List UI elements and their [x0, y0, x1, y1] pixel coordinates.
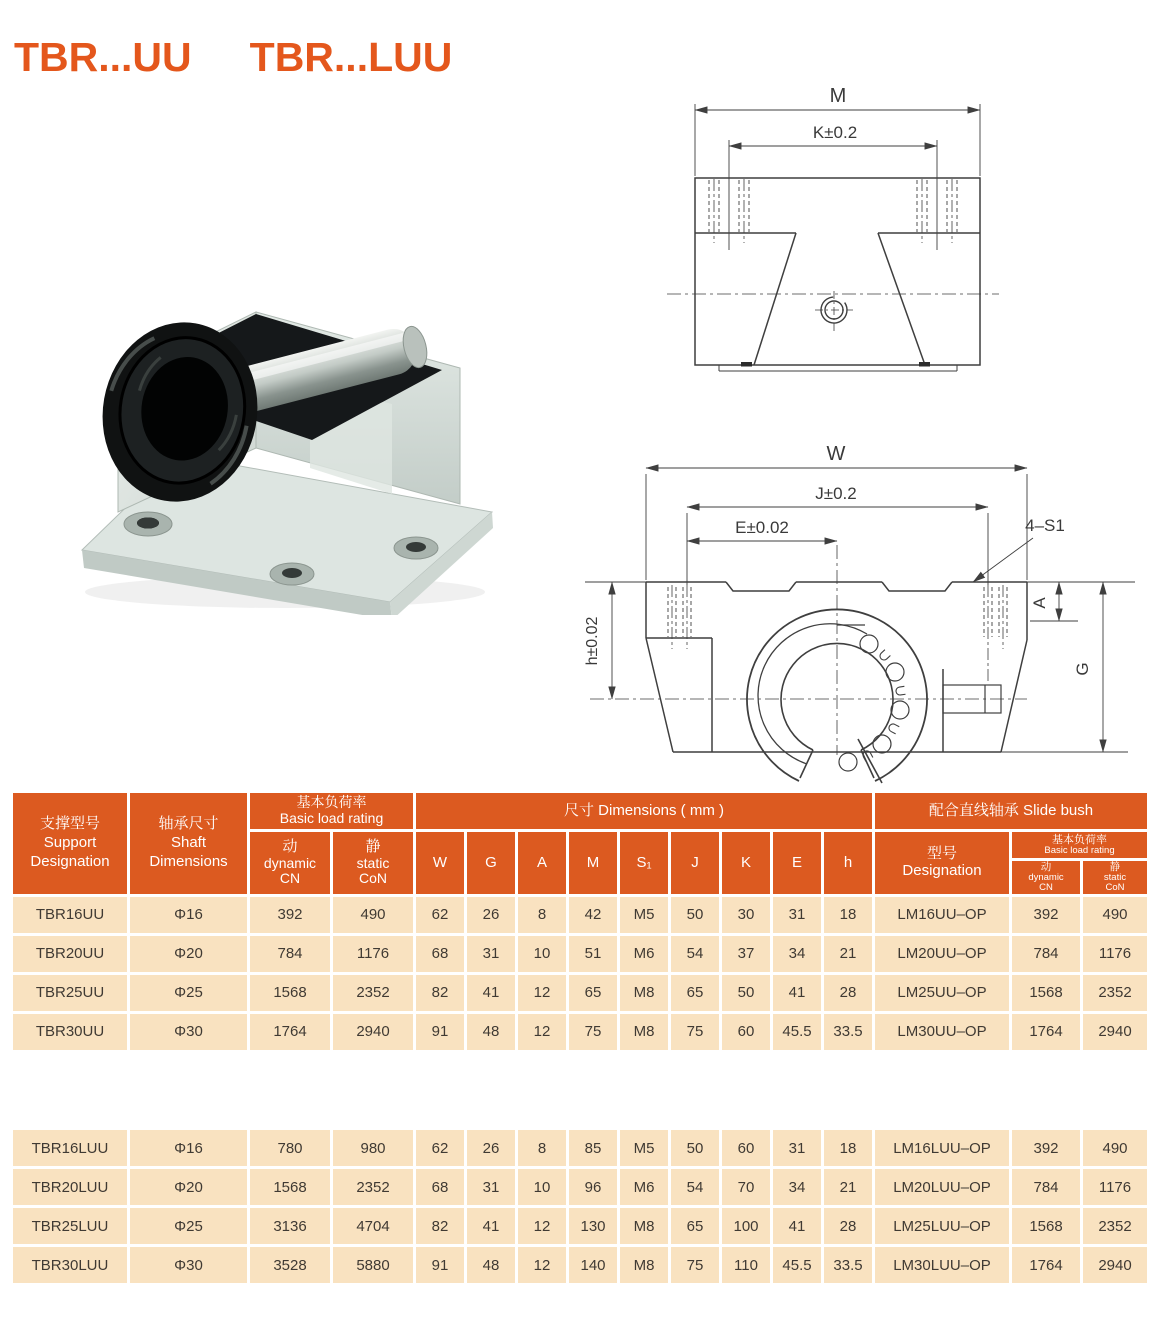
header-dimensions — [416, 793, 872, 829]
dim-label-s1: 4–S1 — [1025, 516, 1065, 535]
table-cell: 82 — [416, 975, 464, 1011]
dim-J — [687, 507, 988, 585]
header-load2-en: Basic load rating — [1044, 844, 1115, 856]
table-cell: 48 — [467, 1247, 515, 1283]
header-sta2-en: static — [1103, 872, 1127, 884]
header-model-en: Designation — [902, 861, 982, 879]
table-cell: TBR20UU — [13, 936, 127, 972]
table-cell: LM20UU–OP — [875, 936, 1009, 972]
header-dyn2-unit: CN — [1039, 881, 1053, 893]
table-cell: 31 — [467, 1169, 515, 1205]
table-cell: LM16UU–OP — [875, 897, 1009, 933]
table-cell: 10 — [518, 1169, 566, 1205]
header-slide-title: 配合直线轴承 Slide bush — [928, 801, 1094, 819]
table-cell: 18 — [824, 897, 872, 933]
table-cell: 2352 — [333, 1169, 413, 1205]
table-cell: Φ30 — [130, 1247, 247, 1283]
dim-label-m: M — [829, 85, 847, 107]
table-cell: 33.5 — [824, 1014, 872, 1050]
product-photo — [60, 250, 510, 615]
hidden-holes — [709, 180, 957, 232]
table-row — [13, 936, 1147, 972]
table-cell: 51 — [569, 936, 617, 972]
table-row — [13, 1247, 1147, 1283]
hidden-screw-holes — [668, 587, 1007, 637]
table-cell: M5 — [620, 897, 668, 933]
table-cell: TBR30LUU — [13, 1247, 127, 1283]
table-cell: 980 — [333, 1130, 413, 1166]
header-sta-unit: CoN — [358, 870, 387, 887]
header-support-en1: Support — [43, 834, 97, 852]
table-cell: 41 — [773, 975, 821, 1011]
header-sta-zh: 静 — [365, 837, 381, 855]
table-cell: TBR20LUU — [13, 1169, 127, 1205]
table-cell: 82 — [416, 1208, 464, 1244]
page-title — [14, 34, 452, 81]
header-load-en: Basic load rating — [279, 810, 384, 826]
table-cell: LM30LUU–OP — [875, 1247, 1009, 1283]
table-cell: 42 — [569, 897, 617, 933]
table-cell: 3528 — [250, 1247, 330, 1283]
table-cell: 780 — [250, 1130, 330, 1166]
dim-label-g: G — [1073, 662, 1092, 676]
table-cell: 34 — [773, 1169, 821, 1205]
header-support — [13, 793, 127, 894]
header-dyn-en: dynamic — [263, 854, 317, 871]
table-cell: 2352 — [1083, 975, 1147, 1011]
header-sta2-unit: CoN — [1105, 881, 1125, 893]
table-cell: 37 — [722, 936, 770, 972]
table-cell: LM30UU–OP — [875, 1014, 1009, 1050]
header-dyn-unit: CN — [279, 870, 301, 887]
table-cell: 100 — [722, 1208, 770, 1244]
table-row — [13, 975, 1147, 1011]
dim-label-j: J±0.2 — [815, 484, 857, 503]
oil-hole — [815, 291, 853, 334]
table-cell: 1176 — [333, 936, 413, 972]
header-dynamic — [250, 832, 330, 894]
table-cell: 2940 — [1083, 1014, 1147, 1050]
table-cell: TBR30UU — [13, 1014, 127, 1050]
table-cell: 12 — [518, 1014, 566, 1050]
table-cell: 1176 — [1083, 1169, 1147, 1205]
header-load-rating-2 — [1012, 832, 1147, 858]
top-view-drawing — [655, 80, 1160, 380]
header-dyn-zh: 动 — [282, 837, 298, 855]
table-cell: 26 — [467, 897, 515, 933]
header-support-zh: 支撑型号 — [39, 815, 100, 833]
table-cell: 784 — [250, 936, 330, 972]
table-cell: 31 — [773, 897, 821, 933]
table-cell: 50 — [671, 897, 719, 933]
table-cell: 48 — [467, 1014, 515, 1050]
header-dim-s1: S₁ — [620, 832, 668, 894]
table-cell: LM16LUU–OP — [875, 1130, 1009, 1166]
table-row — [13, 1169, 1147, 1205]
header-sta-en: static — [356, 854, 390, 871]
table-cell: TBR16UU — [13, 897, 127, 933]
table-cell: Φ25 — [130, 1208, 247, 1244]
table-cell: 8 — [518, 1130, 566, 1166]
table-cell: LM20LUU–OP — [875, 1169, 1009, 1205]
header-dim-a: A — [518, 832, 566, 894]
table-cell: 1764 — [1012, 1247, 1080, 1283]
header-dims-title: 尺寸 Dimensions ( mm ) — [563, 801, 724, 819]
table-cell: 28 — [824, 975, 872, 1011]
header-dim-e: E — [773, 832, 821, 894]
table-cell: M8 — [620, 1247, 668, 1283]
table-body-luu — [13, 1130, 1147, 1283]
table-cell: M8 — [620, 975, 668, 1011]
table-cell: LM25UU–OP — [875, 975, 1009, 1011]
table-cell: M6 — [620, 1169, 668, 1205]
table-cell: 1764 — [1012, 1014, 1080, 1050]
table-cell: 392 — [1012, 897, 1080, 933]
table-cell: 10 — [518, 936, 566, 972]
table-cell: 18 — [824, 1130, 872, 1166]
table-cell: M6 — [620, 936, 668, 972]
s1-leader-line — [973, 538, 1033, 582]
table-cell: 490 — [1083, 1130, 1147, 1166]
header-load-rating — [250, 793, 413, 829]
table-cell: 31 — [773, 1130, 821, 1166]
header-shaft — [130, 793, 247, 894]
table-cell: 784 — [1012, 936, 1080, 972]
header-load2-zh: 基本负荷率 — [1052, 833, 1107, 846]
table-cell: 75 — [569, 1014, 617, 1050]
dim-label-a: A — [1030, 597, 1049, 609]
table-cell: 68 — [416, 936, 464, 972]
table-cell: M8 — [620, 1014, 668, 1050]
table-cell: 62 — [416, 1130, 464, 1166]
table-cell: 490 — [333, 897, 413, 933]
table-cell: 21 — [824, 1169, 872, 1205]
table-cell: 1568 — [250, 975, 330, 1011]
table-cell: 28 — [824, 1208, 872, 1244]
table-cell: Φ25 — [130, 975, 247, 1011]
header-dynamic-2 — [1012, 861, 1080, 894]
table-cell: 12 — [518, 1208, 566, 1244]
header-dyn2-zh: 动 — [1040, 861, 1052, 873]
table-cell: 41 — [467, 1208, 515, 1244]
table-cell: 1568 — [1012, 975, 1080, 1011]
table-header — [13, 793, 1147, 894]
table-cell: 4704 — [333, 1208, 413, 1244]
table-cell: 2940 — [333, 1014, 413, 1050]
table-cell: 1764 — [250, 1014, 330, 1050]
table-cell: 8 — [518, 897, 566, 933]
table-cell: 45.5 — [773, 1247, 821, 1283]
body-top-edge — [585, 582, 1135, 591]
table-cell: Φ30 — [130, 1014, 247, 1050]
table-cell: 60 — [722, 1130, 770, 1166]
table-cell: 91 — [416, 1014, 464, 1050]
table-cell: 31 — [467, 936, 515, 972]
table-cell: 96 — [569, 1169, 617, 1205]
table-cell: TBR16LUU — [13, 1130, 127, 1166]
header-load-zh: 基本负荷率 — [296, 794, 367, 811]
table-cell: 41 — [773, 1208, 821, 1244]
page-title-right: TBR...LUU — [249, 34, 453, 80]
table-cell: 50 — [671, 1130, 719, 1166]
front-view-drawing — [575, 437, 1160, 785]
table-row — [13, 1130, 1147, 1166]
table-cell: 45.5 — [773, 1014, 821, 1050]
table-cell: TBR25UU — [13, 975, 127, 1011]
table-cell: 54 — [671, 936, 719, 972]
table-cell: 34 — [773, 936, 821, 972]
table-cell: 784 — [1012, 1169, 1080, 1205]
header-dim-g: G — [467, 832, 515, 894]
table-row — [13, 897, 1147, 933]
dim-label-k: K±0.2 — [812, 123, 858, 142]
table-cell: 1176 — [1083, 936, 1147, 972]
table-cell: Φ20 — [130, 1169, 247, 1205]
table-cell: 62 — [416, 897, 464, 933]
table-cell: 91 — [416, 1247, 464, 1283]
table-cell: Φ20 — [130, 936, 247, 972]
screw-centerlines — [672, 585, 1003, 681]
header-dim-h: h — [824, 832, 872, 894]
dim-label-h: h±0.02 — [584, 616, 601, 666]
table-row — [13, 1014, 1147, 1050]
header-dim-k: K — [722, 832, 770, 894]
table-cell: 1568 — [1012, 1208, 1080, 1244]
table-cell: 5880 — [333, 1247, 413, 1283]
table-cell: M5 — [620, 1130, 668, 1166]
table-cell: 130 — [569, 1208, 617, 1244]
table-cell: 26 — [467, 1130, 515, 1166]
table-cell: 2352 — [1083, 1208, 1147, 1244]
table-cell: 70 — [722, 1169, 770, 1205]
table-cell: 68 — [416, 1169, 464, 1205]
table-cell: 65 — [671, 1208, 719, 1244]
header-dyn2-en: dynamic — [1028, 872, 1064, 884]
header-model-zh: 型号 — [926, 845, 957, 863]
table-cell: 50 — [722, 975, 770, 1011]
header-dim-w: W — [416, 832, 464, 894]
table-cell: 12 — [518, 975, 566, 1011]
table-cell: 33.5 — [824, 1247, 872, 1283]
table-cell: 75 — [671, 1014, 719, 1050]
table-cell: 1568 — [250, 1169, 330, 1205]
table-cell: 140 — [569, 1247, 617, 1283]
table-cell: 12 — [518, 1247, 566, 1283]
table-cell: 85 — [569, 1130, 617, 1166]
table-cell: 75 — [671, 1247, 719, 1283]
table-cell: 30 — [722, 897, 770, 933]
table-row — [13, 1208, 1147, 1244]
table-cell: 65 — [671, 975, 719, 1011]
table-body-uu — [13, 897, 1147, 1050]
header-dim-j: J — [671, 832, 719, 894]
header-static — [333, 832, 413, 894]
header-static-2 — [1083, 861, 1147, 894]
table-cell: 490 — [1083, 897, 1147, 933]
header-shaft-zh: 轴承尺寸 — [158, 815, 219, 833]
page-title-left: TBR...UU — [14, 34, 192, 80]
table-cell: Φ16 — [130, 897, 247, 933]
table-cell: 60 — [722, 1014, 770, 1050]
table-cell: 110 — [722, 1247, 770, 1283]
table-cell: 54 — [671, 1169, 719, 1205]
table-cell: 2352 — [333, 975, 413, 1011]
dim-label-w: W — [826, 443, 846, 465]
header-model — [875, 832, 1009, 894]
table-cell: LM25LUU–OP — [875, 1208, 1009, 1244]
dim-label-e: E±0.02 — [735, 518, 789, 537]
header-slide-bush — [875, 793, 1147, 829]
body-outline — [646, 582, 1027, 752]
header-shaft-en1: Shaft — [170, 834, 207, 852]
table-tbr-uu — [10, 790, 1150, 1053]
header-dim-m: M — [569, 832, 617, 894]
table-cell: Φ16 — [130, 1130, 247, 1166]
table-cell: 3136 — [250, 1208, 330, 1244]
table-cell: 21 — [824, 936, 872, 972]
table-cell: M8 — [620, 1208, 668, 1244]
table-cell: 392 — [250, 897, 330, 933]
table-cell: 41 — [467, 975, 515, 1011]
table-cell: 392 — [1012, 1130, 1080, 1166]
table-cell: 65 — [569, 975, 617, 1011]
table-tbr-luu — [10, 1127, 1150, 1286]
table-cell: TBR25LUU — [13, 1208, 127, 1244]
header-sta2-zh: 静 — [1109, 861, 1121, 873]
header-support-en2: Designation — [30, 852, 110, 870]
table-cell: 2940 — [1083, 1247, 1147, 1283]
header-shaft-en2: Dimensions — [149, 852, 228, 870]
